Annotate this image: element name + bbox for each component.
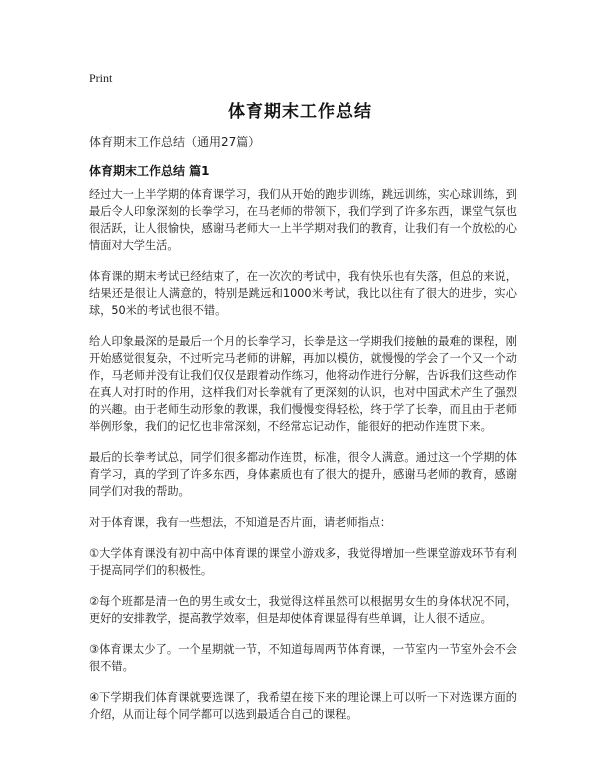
section-heading: 体育期末工作总结 篇1: [89, 164, 210, 178]
paragraph-1: 经过大一上半学期的体育课学习，我们从开始的跑步训练，跳远训练，实心球训练，到最后令人印象深刻的长拳学习，在马老师的带领下，我们学到了许多东西，课堂气氛也很活跃，让人很愉快，感谢马老师大一上半学期对我们的教育，让我们有一个放松的心情面对大学生活。: [89, 188, 517, 252]
paragraph-2: 体育课的期末考试已经结束了，在一次次的考试中，我有快乐也有失落，但总的来说，结果还是很让人满意的，特别是跳远和1000米考试，我比以往有了很大的进步，实心球，50米的考试也很不错。: [89, 270, 517, 317]
print-label: Print: [89, 71, 113, 85]
document-subtitle: 体育期末工作总结（通用27篇）: [89, 135, 261, 149]
paragraph-3: 给人印象最深的是最后一个月的长拳学习，长拳是这一学期我们接触的最难的课程，刚开始感觉很复杂，不过听完马老师的讲解，再加以模仿，就慢慢的学会了一个又一个动作，马老师并没有让我们仅仅是跟着动作练习，他将动作进行分解，告诉我们这些动作在真人对打时的作用，这样我们对长拳就有了更深刻的认识，也对中国武术产生了强烈的兴趣。由于老师生动形象的教课，我们慢慢变得轻松，终于学了长拳，而且由于老师举例形象，我们的记忆也非常深刻，不经常忘记动作，能很好的把动作连贯下来。: [89, 335, 517, 433]
suggestion-item-4: ④下学期我们体育课就要选课了，我希望在接下来的理论课上可以听一下对选课方面的介绍，从而让每个同学都可以选到最适合自己的课程。: [89, 691, 517, 721]
suggestion-item-1: ①大学体育课没有初中高中体育课的课堂小游戏多，我觉得增加一些课堂游戏环节有利于提高同学们的积极性。: [89, 547, 517, 577]
suggestion-item-2: ②每个班都是清一色的男生或女士，我觉得这样虽然可以根据男女生的身体状况不同，更好的安排教学，提高教学效率，但是却使体育课显得有些单调，让人很不适应。: [89, 595, 517, 625]
suggestion-item-3: ③体育课太少了。一个星期就一节，不知道每周两节体育课，一节室内一节室外会不会很不错。: [89, 643, 517, 673]
paragraph-4: 最后的长拳考试总，同学们很多都动作连贯，标准，很令人满意。通过这一个学期的体育学习，真的学到了许多东西，身体素质也有了很大的提升，感谢马老师的教育，感谢同学们对我的帮助。: [89, 451, 517, 498]
document-title: 体育期末工作总结: [228, 102, 372, 122]
document-body: [89, 186, 517, 737]
paragraph-5: 对于体育课，我有一些想法，不知道是否片面，请老师指点：: [89, 516, 392, 529]
